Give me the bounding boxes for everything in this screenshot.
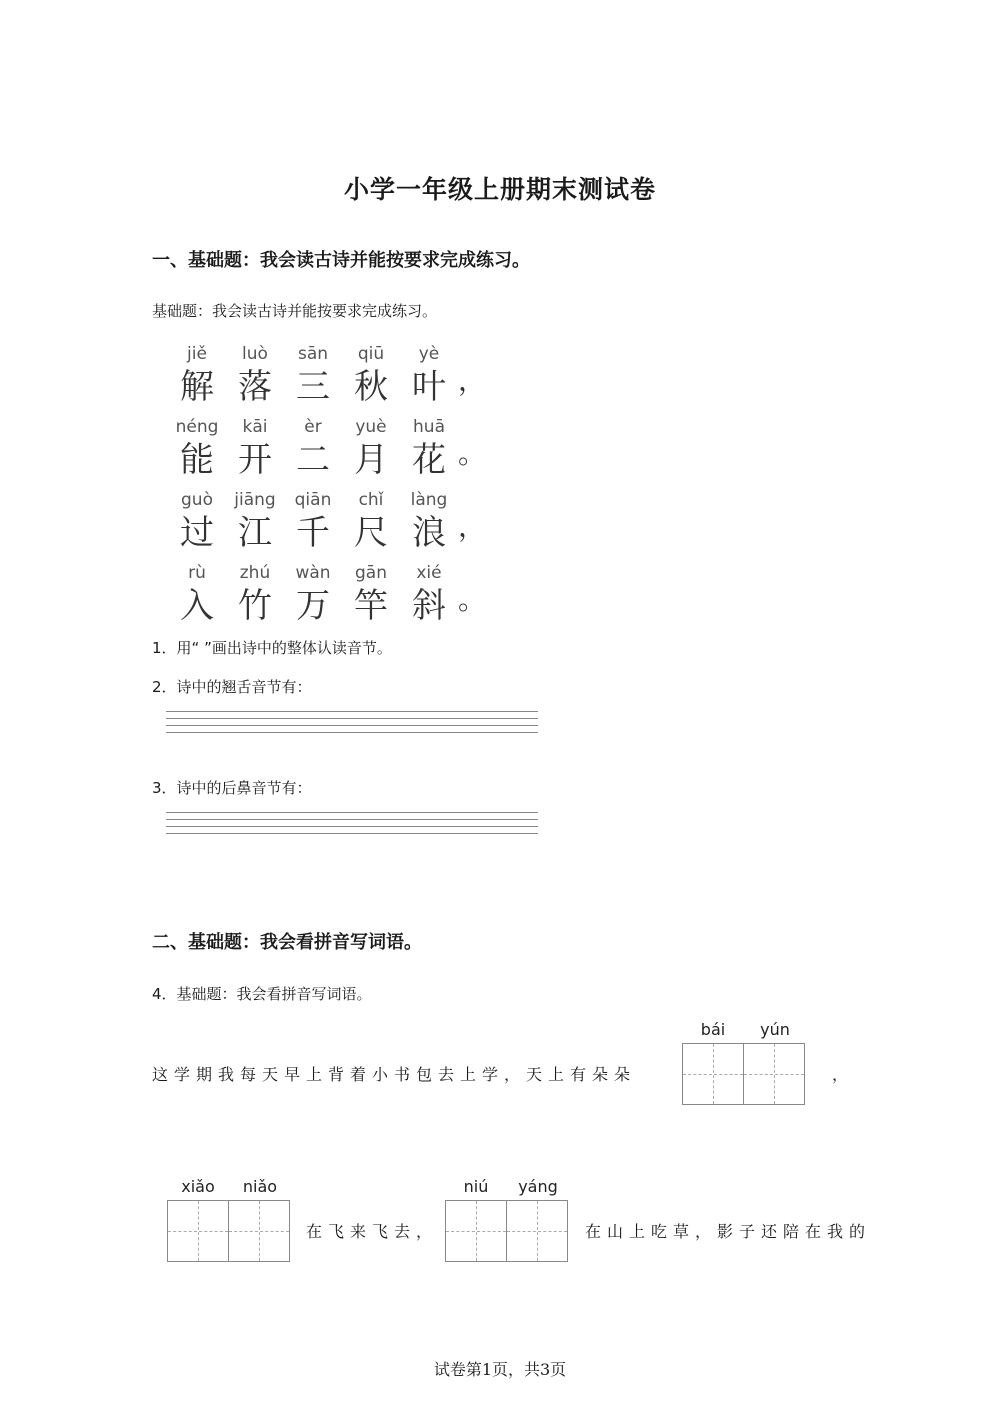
page-title: 小学一年级上册期末测试卷	[343, 175, 656, 204]
poem-line-1	[168, 336, 508, 409]
hanzi: 入	[180, 586, 214, 626]
pinyin: wàn	[295, 563, 331, 583]
hanzi: 开	[238, 440, 272, 480]
sentence-2b: 在山上吃草，影子还陪在我的	[585, 1222, 872, 1241]
writing-box-1[interactable]	[682, 1020, 806, 1105]
pinyin: jiě	[187, 344, 207, 364]
poem-line-3	[168, 482, 508, 555]
box-pinyin: yún	[760, 1020, 790, 1039]
answer-line	[166, 725, 538, 726]
punctuation: 。	[458, 437, 487, 470]
pinyin: néng	[175, 417, 219, 437]
pinyin: qiān	[294, 490, 332, 510]
writing-box-3[interactable]	[445, 1177, 569, 1262]
tian-zi-ge-cell[interactable]	[506, 1200, 568, 1262]
hanzi: 能	[180, 440, 214, 480]
hanzi: 月	[354, 440, 388, 480]
hanzi: 江	[238, 513, 272, 553]
section-2-heading: 二、基础题：我会看拼音写词语。	[152, 932, 422, 953]
pinyin: luò	[242, 344, 268, 364]
tian-zi-ge-cell[interactable]	[167, 1200, 229, 1262]
hanzi: 竿	[354, 586, 388, 626]
answer-line	[166, 732, 538, 733]
question-4: 4．基础题：我会看拼音写词语。	[152, 985, 372, 1003]
hanzi: 二	[296, 440, 330, 480]
tian-zi-ge-cell[interactable]	[445, 1200, 507, 1262]
pinyin: yè	[418, 344, 440, 364]
box-pinyin: niǎo	[242, 1177, 278, 1196]
box-pinyin: yáng	[518, 1177, 558, 1196]
answer-line	[166, 819, 538, 820]
sentence-1: 这学期我每天早上背着小书包去上学，天上有朵朵	[152, 1065, 637, 1084]
tian-zi-ge-cell[interactable]	[682, 1043, 744, 1105]
pinyin: rù	[188, 563, 206, 583]
tian-zi-ge-cell[interactable]	[228, 1200, 290, 1262]
hanzi: 万	[296, 586, 330, 626]
hanzi: 三	[296, 367, 330, 407]
hanzi: 叶	[412, 367, 446, 407]
section-1-heading: 一、基础题：我会读古诗并能按要求完成练习。	[152, 250, 530, 271]
answer-line	[166, 826, 538, 827]
answer-line	[166, 711, 538, 712]
box-pinyin: xiǎo	[181, 1177, 215, 1196]
answer-line	[166, 812, 538, 813]
pinyin: làng	[410, 490, 448, 510]
comma: ，	[832, 1065, 855, 1084]
hanzi: 斜	[412, 586, 446, 626]
question-1: 1．用“ ”画出诗中的整体认读音节。	[152, 639, 392, 657]
question-3: 3．诗中的后鼻音节有：	[152, 779, 312, 797]
hanzi: 花	[412, 440, 446, 480]
sentence-2a: 在飞来飞去，	[306, 1222, 439, 1241]
page-footer: 试卷第1页，共3页	[433, 1360, 567, 1379]
pinyin: èr	[304, 417, 322, 437]
hanzi: 千	[296, 513, 330, 553]
poem-line-4	[168, 555, 508, 628]
pinyin: gān	[355, 563, 387, 583]
hanzi: 竹	[238, 586, 272, 626]
pinyin: chǐ	[358, 490, 384, 510]
tian-zi-ge-cell[interactable]	[743, 1043, 805, 1105]
pinyin: huā	[413, 417, 445, 437]
answer-line	[166, 833, 538, 834]
writing-box-2[interactable]	[167, 1177, 291, 1262]
box-pinyin: bái	[700, 1020, 726, 1039]
pinyin: sān	[297, 344, 329, 364]
question-2: 2．诗中的翘舌音节有：	[152, 678, 312, 696]
pinyin: zhú	[239, 563, 271, 583]
poem-block	[168, 336, 508, 628]
answer-lines-q2[interactable]	[166, 711, 538, 739]
answer-lines-q3[interactable]	[166, 812, 538, 840]
hanzi: 落	[238, 367, 272, 407]
punctuation: ，	[458, 510, 487, 543]
pinyin: xié	[416, 563, 442, 583]
pinyin: qiū	[357, 344, 385, 364]
pinyin: jiāng	[234, 490, 276, 510]
box-pinyin: niú	[463, 1177, 489, 1196]
pinyin: kāi	[242, 417, 268, 437]
punctuation: ，	[458, 364, 487, 397]
poem-line-2	[168, 409, 508, 482]
hanzi: 尺	[354, 513, 388, 553]
pinyin: guò	[181, 490, 213, 510]
pinyin: yuè	[355, 417, 387, 437]
hanzi: 过	[180, 513, 214, 553]
hanzi: 秋	[354, 367, 388, 407]
hanzi: 浪	[412, 513, 446, 553]
answer-line	[166, 718, 538, 719]
hanzi: 解	[180, 367, 214, 407]
punctuation: 。	[458, 583, 487, 616]
section-1-intro: 基础题：我会读古诗并能按要求完成练习。	[152, 302, 438, 320]
